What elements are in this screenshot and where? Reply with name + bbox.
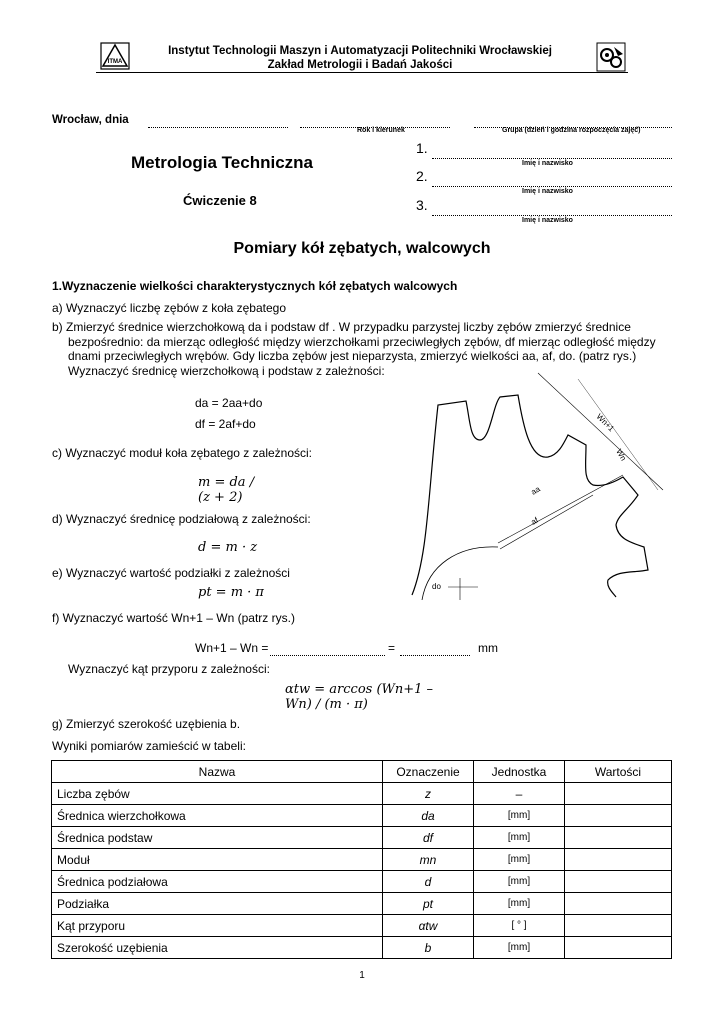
cell-name: Liczba zębów bbox=[52, 783, 383, 805]
header-jednostka: Jednostka bbox=[474, 761, 565, 783]
step-b-line4: Wyznaczyć średnicę wierzchołkową i podstaw z zależności: bbox=[68, 364, 385, 378]
equation-d: d = m · z bbox=[198, 540, 258, 555]
step-c: c) Wyznaczyć moduł koła zębatego z zależności: bbox=[52, 446, 313, 460]
cell-symbol: d bbox=[383, 871, 474, 893]
grupa-label: Grupa (dzień i godzina rozpoczęcia zajęć) bbox=[502, 127, 641, 134]
header-nazwa: Nazwa bbox=[52, 761, 383, 783]
student-3-number: 3. bbox=[416, 197, 428, 213]
equation-p: pt = m · π bbox=[198, 585, 264, 600]
cell-name: Kąt przyporu bbox=[52, 915, 383, 937]
step-b-line2: bezpośrednio: da mierząc odległość między wierzchołkami przeciwległych zębów, df mierząc odległość między bbox=[68, 335, 656, 349]
step-b-line1: b) Zmierzyć średnice wierzchołkową da i podstaw df . W przypadku parzystej liczby zębów zmierzyć średnice bbox=[52, 320, 631, 334]
cell-symbol: b bbox=[383, 937, 474, 959]
student-1-field[interactable] bbox=[432, 158, 672, 159]
cell-unit: [ ° ] bbox=[474, 915, 565, 937]
label-do: do bbox=[432, 582, 441, 591]
w-value-field[interactable] bbox=[270, 655, 385, 656]
cell-unit: [mm] bbox=[474, 805, 565, 827]
step-f: f) Wyznaczyć wartość Wn+1 – Wn (patrz rys.) bbox=[52, 611, 295, 625]
cell-name: Podziałka bbox=[52, 893, 383, 915]
svg-text:ITMA: ITMA bbox=[107, 59, 123, 65]
table-row bbox=[52, 937, 672, 959]
cell-symbol: mn bbox=[383, 849, 474, 871]
cell-value[interactable] bbox=[565, 849, 672, 871]
cell-unit: [mm] bbox=[474, 849, 565, 871]
cell-symbol: αtw bbox=[383, 915, 474, 937]
cell-name: Moduł bbox=[52, 849, 383, 871]
cell-unit: – bbox=[474, 783, 565, 805]
header-rule bbox=[96, 72, 628, 73]
cell-name: Szerokość uzębienia bbox=[52, 937, 383, 959]
student-2-label: Imię i nazwisko bbox=[522, 188, 573, 195]
student-3-field[interactable] bbox=[432, 215, 672, 216]
student-2-field[interactable] bbox=[432, 186, 672, 187]
w-line-label: Wn+1 – Wn = bbox=[195, 641, 269, 655]
section1-heading: 1.Wyznaczenie wielkości charakterystycznych kół zębatych walcowych bbox=[52, 279, 458, 293]
main-title: Pomiary kół zębatych, walcowych bbox=[233, 240, 491, 257]
label-wn: Wn bbox=[614, 447, 629, 463]
w-result-field[interactable] bbox=[400, 655, 470, 656]
table-header-row bbox=[52, 761, 672, 783]
w-equals: = bbox=[388, 641, 396, 655]
equation-m: m = da / (z + 2) bbox=[198, 475, 255, 505]
label-wn1: Wn+1 bbox=[594, 412, 616, 434]
page-number: 1 bbox=[359, 970, 365, 981]
cell-value[interactable] bbox=[565, 827, 672, 849]
student-1-number: 1. bbox=[416, 140, 428, 156]
cell-name: Średnica wierzchołkowa bbox=[52, 805, 383, 827]
cell-unit: [mm] bbox=[474, 937, 565, 959]
gear-figure bbox=[408, 365, 672, 600]
header-wartosci: Wartości bbox=[565, 761, 672, 783]
cell-unit: [mm] bbox=[474, 871, 565, 893]
cell-name: Średnica podstaw bbox=[52, 827, 383, 849]
w-unit: mm bbox=[478, 641, 498, 655]
department-logo bbox=[596, 42, 626, 72]
step-d: d) Wyznaczyć średnicę podziałową z zależności: bbox=[52, 512, 311, 526]
table-row bbox=[52, 915, 672, 937]
table-row bbox=[52, 805, 672, 827]
table-row bbox=[52, 893, 672, 915]
student-1-label: Imię i nazwisko bbox=[522, 160, 573, 167]
cell-name: Średnica podziałowa bbox=[52, 871, 383, 893]
results-table bbox=[51, 760, 672, 959]
results-instruction: Wyniki pomiarów zamieścić w tabeli: bbox=[52, 739, 246, 753]
label-af: af bbox=[529, 515, 540, 527]
place-label: Wrocław, dnia bbox=[52, 114, 129, 126]
cell-unit: [mm] bbox=[474, 893, 565, 915]
step-b-line3: dnami przeciwległych wrębów. Gdy liczba zębów jest nieparzysta, zmierzyć wielkości aa, af, do. (patrz rys.) bbox=[68, 349, 637, 363]
date-field[interactable] bbox=[148, 127, 288, 128]
cell-value[interactable] bbox=[565, 805, 672, 827]
cell-symbol: z bbox=[383, 783, 474, 805]
cell-value[interactable] bbox=[565, 783, 672, 805]
equation-da: da = 2aa+do bbox=[195, 396, 263, 410]
rok-label: Rok i kierunek bbox=[357, 127, 405, 134]
step-a: a) Wyznaczyć liczbę zębów z koła zębatego bbox=[52, 301, 286, 315]
student-2-number: 2. bbox=[416, 168, 428, 184]
cell-value[interactable] bbox=[565, 893, 672, 915]
step-g: g) Zmierzyć szerokość uzębienia b. bbox=[52, 717, 241, 731]
header-institute: Instytut Technologii Maszyn i Automatyzacji Politechniki Wrocławskiej bbox=[168, 45, 552, 57]
angle-instruction: Wyznaczyć kąt przyporu z zależności: bbox=[68, 662, 270, 676]
cell-value[interactable] bbox=[565, 937, 672, 959]
cell-symbol: df bbox=[383, 827, 474, 849]
table-row bbox=[52, 827, 672, 849]
table-row bbox=[52, 783, 672, 805]
course-title: Metrologia Techniczna bbox=[131, 153, 313, 172]
exercise-label: Ćwiczenie 8 bbox=[183, 193, 257, 208]
institute-logo bbox=[100, 42, 130, 70]
header-oznaczenie: Oznaczenie bbox=[383, 761, 474, 783]
cell-unit: [mm] bbox=[474, 827, 565, 849]
cell-value[interactable] bbox=[565, 871, 672, 893]
cell-value[interactable] bbox=[565, 915, 672, 937]
cell-symbol: pt bbox=[383, 893, 474, 915]
equation-df: df = 2af+do bbox=[195, 417, 256, 431]
table-row bbox=[52, 871, 672, 893]
header-department: Zakład Metrologii i Badań Jakości bbox=[267, 59, 453, 71]
step-e: e) Wyznaczyć wartość podziałki z zależności bbox=[52, 566, 290, 580]
equation-alpha: αtw = arccos (Wn+1 – Wn) / (m · π) bbox=[285, 682, 434, 712]
cell-symbol: da bbox=[383, 805, 474, 827]
student-3-label: Imię i nazwisko bbox=[522, 217, 573, 224]
label-aa: aa bbox=[529, 484, 542, 497]
table-row bbox=[52, 849, 672, 871]
